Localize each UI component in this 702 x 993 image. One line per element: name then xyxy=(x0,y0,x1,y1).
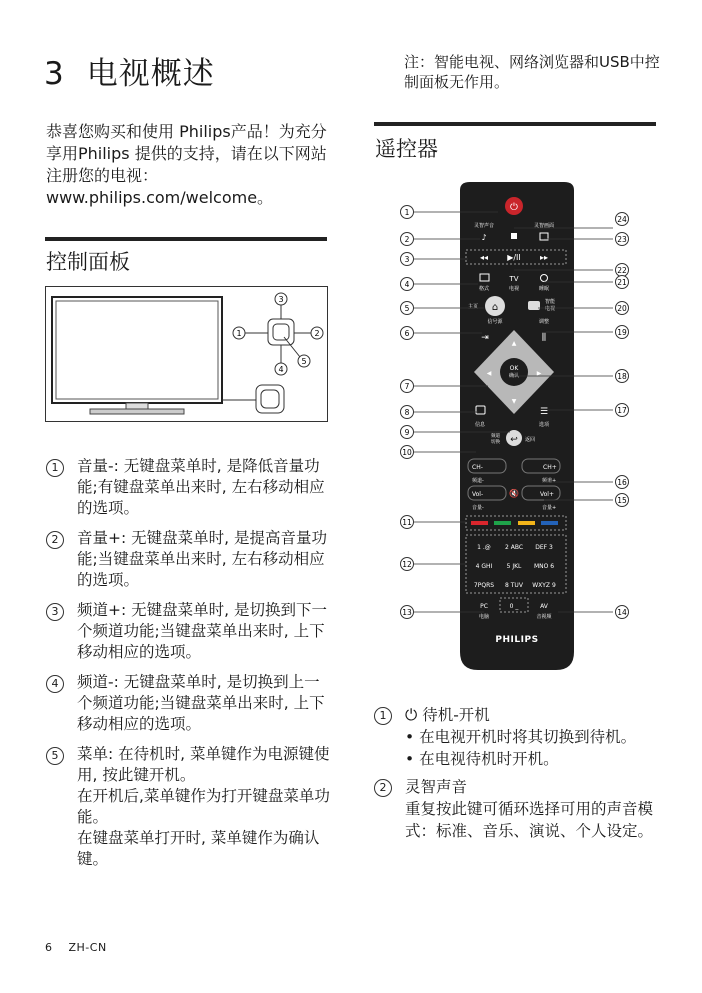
callout-number: 17 xyxy=(617,406,627,415)
blue-key[interactable] xyxy=(541,521,558,525)
keypad-key[interactable]: DEF 3 xyxy=(535,544,553,551)
chapter-name: 电视概述 xyxy=(86,56,215,92)
callout-number: 9 xyxy=(404,428,410,437)
callout-number: 24 xyxy=(617,215,627,224)
callout-number: 1 xyxy=(404,208,410,217)
tv-diagram xyxy=(45,286,328,422)
intro-paragraph: 恭喜您购买和使用 Philips产品！为充分享用Philips 提供的支持，请在以下网站注册您的电视：www.philips.com/welcome。 xyxy=(46,122,327,207)
vol-minus-cn: 音量- xyxy=(472,505,484,511)
left-arrow-icon: ◀ xyxy=(486,370,492,377)
toggle-label-2: 切换 xyxy=(491,440,500,445)
zero-key[interactable]: 0 _ xyxy=(509,603,519,610)
control-panel-heading: 控制面板 xyxy=(46,250,130,274)
ch-minus-label: CH- xyxy=(472,464,483,471)
ok-button[interactable] xyxy=(500,358,528,386)
callout-number: 4 xyxy=(404,280,410,289)
item-line: • 在电视待机时开机。 xyxy=(405,750,559,768)
callout-number: 20 xyxy=(617,304,627,313)
adjust-icon[interactable]: ⫼ xyxy=(541,333,547,343)
callout-number: 8 xyxy=(404,408,410,417)
callout-number: 14 xyxy=(617,608,627,617)
power-icon: ⏻ xyxy=(510,202,518,213)
toggle-label: 频道 xyxy=(491,434,500,439)
down-arrow-icon: ▼ xyxy=(511,398,517,405)
ch-plus-cn: 频道+ xyxy=(542,478,557,484)
keypad-key[interactable]: 2 ABC xyxy=(504,544,524,551)
keypad xyxy=(474,544,556,589)
options-label: 选项 xyxy=(538,422,550,428)
home-label: 主页 xyxy=(467,304,478,310)
music-icon[interactable]: ♪ xyxy=(481,233,487,242)
smart-tv-label: 智能 xyxy=(545,299,556,305)
panel-callout-5: 5 xyxy=(301,357,307,366)
callout-number: 7 xyxy=(404,382,410,391)
forward-icon[interactable]: ▸▸ xyxy=(539,253,549,262)
pc-label: 电脑 xyxy=(478,614,490,620)
list-item: 1 音量-: 无键盘菜单时, 是降低音量功能;有键盘菜单出来时, 左右移动相应的选项。 xyxy=(46,456,331,519)
tv-button[interactable]: TV xyxy=(509,275,519,283)
adjust-label: 调整 xyxy=(538,319,550,325)
callout-number: 2 xyxy=(404,235,410,244)
callout-number: 21 xyxy=(617,278,627,287)
tv-illustration xyxy=(46,287,327,421)
ch-minus-cn: 频道- xyxy=(472,478,484,484)
callout-number: 16 xyxy=(617,478,627,487)
mute-icon[interactable]: 🔇 xyxy=(509,489,519,498)
chapter-title xyxy=(44,48,215,93)
info-label: 信息 xyxy=(474,422,486,428)
up-arrow-icon: ▲ xyxy=(511,340,517,347)
callout-number: 10 xyxy=(402,448,412,457)
item-line: • 在电视开机时将其切换到待机。 xyxy=(405,728,637,746)
ch-plus-label: CH+ xyxy=(543,464,557,471)
item-line: 重复按此键可循环选择可用的声音模式：标准、音乐、演说、个人设定。 xyxy=(405,800,654,840)
format-label: 格式 xyxy=(478,286,490,292)
yellow-key[interactable] xyxy=(518,521,535,525)
callout-number: 5 xyxy=(404,304,410,313)
note-text: 注：智能电视、网络浏览器和USB中控制面板无作用。 xyxy=(404,53,660,91)
vol-minus-label: Vol- xyxy=(472,491,484,498)
keypad-key[interactable]: 1 .@ xyxy=(477,544,491,551)
keypad-key[interactable]: 8 TUV xyxy=(505,582,523,589)
item-title: 灵智声音 xyxy=(405,778,468,796)
vol-plus-cn: 音量+ xyxy=(542,505,557,511)
green-key[interactable] xyxy=(494,521,511,525)
stop-button[interactable] xyxy=(511,233,517,239)
right-arrow-icon: ▶ xyxy=(536,370,542,377)
source-icon[interactable]: ⇥ xyxy=(481,333,489,343)
smart-tv-label-2: 电视 xyxy=(545,306,556,312)
callout-number: 3 xyxy=(404,255,410,264)
keypad-key[interactable]: 5 JKL xyxy=(506,563,522,570)
options-icon[interactable]: ☰ xyxy=(539,407,549,417)
red-key[interactable] xyxy=(471,521,488,525)
callout-number: 11 xyxy=(402,518,412,527)
remote-list xyxy=(374,704,659,842)
callout-number: 19 xyxy=(617,328,627,337)
av-label: 音视频 xyxy=(536,614,552,620)
play-pause-icon[interactable]: ▶/II xyxy=(507,253,521,262)
panel-callout-4: 4 xyxy=(278,365,284,374)
back-label: 返回 xyxy=(525,437,536,443)
sleep-label: 睡眠 xyxy=(538,286,550,292)
smart-sound-label: 灵智声音 xyxy=(473,223,495,229)
callout-number: 6 xyxy=(404,329,410,338)
vol-plus-label: Vol+ xyxy=(540,491,555,498)
list-item: 2 音量+: 无键盘菜单时, 是提高音量功能;当键盘菜单出来时, 左右移动相应的选项。 xyxy=(46,528,331,591)
section-rule xyxy=(374,122,656,126)
callout-number: 22 xyxy=(617,266,627,275)
list-item: 4 频道-: 无键盘菜单时, 是切换到上一个频道功能;当键盘菜单出来时, 上下移动相应的选项。 xyxy=(46,672,331,735)
ok-label: OK xyxy=(509,365,519,372)
smart-picture-label: 灵智画面 xyxy=(533,223,555,229)
callout-number: 23 xyxy=(617,235,627,244)
list-item: 2 灵智声音 重复按此键可循环选择可用的声音模式：标准、音乐、演说、个人设定。 xyxy=(374,776,659,842)
section-rule xyxy=(45,237,327,241)
ok-label-cn: 确认 xyxy=(508,373,520,379)
back-icon: ↩ xyxy=(510,435,518,445)
control-panel-list xyxy=(46,456,331,879)
callout-number: 13 xyxy=(402,608,412,617)
keypad-key[interactable]: WXYZ 9 xyxy=(532,582,556,589)
list-item: 3 频道+: 无键盘菜单时, 是切换到下一个频道功能;当键盘菜单出来时, 上下移动相应的选项。 xyxy=(46,600,331,663)
list-item: 5 菜单: 在待机时, 菜单键作为电源键使用, 按此键开机。 在开机后,菜单键作为打开键盘菜单功能。 在键盘菜单打开时, 菜单键作为确认键。 xyxy=(46,744,331,870)
brand-logo: PHILIPS xyxy=(495,635,539,645)
av-key[interactable]: AV xyxy=(540,603,548,610)
list-item: 1 ⏻ 待机-开机 • 在电视开机时将其切换到待机。 • 在电视待机时开机。 xyxy=(374,704,659,770)
item-title: 待机-开机 xyxy=(422,706,490,724)
home-icon: ⌂ xyxy=(491,302,499,313)
panel-callout-3: 3 xyxy=(278,295,284,304)
callout-number: 18 xyxy=(617,372,627,381)
keypad-key[interactable]: 7PQRS xyxy=(473,582,495,589)
chapter-number: 3 xyxy=(44,56,65,92)
smart-tv-button[interactable] xyxy=(528,301,540,310)
pc-key[interactable]: PC xyxy=(480,603,488,610)
page-footer xyxy=(45,941,107,954)
remote-diagram xyxy=(398,182,638,672)
rewind-icon[interactable]: ◂◂ xyxy=(479,253,489,262)
page-number: 6 xyxy=(45,941,53,954)
callout-number: 12 xyxy=(402,560,412,569)
language-code: ZH-CN xyxy=(68,941,107,954)
remote-heading: 遥控器 xyxy=(375,137,438,161)
tv-label: 电视 xyxy=(508,286,520,292)
remote-svg xyxy=(398,182,638,672)
panel-callout-2: 2 xyxy=(314,329,320,338)
keypad-key[interactable]: MNO 6 xyxy=(533,563,555,570)
standby-icon: ⏻ xyxy=(405,706,423,724)
panel-callout-1: 1 xyxy=(236,329,242,338)
keypad-key[interactable]: 4 GHI xyxy=(475,563,493,570)
callout-number: 15 xyxy=(617,496,627,505)
source-label: 信号源 xyxy=(487,319,503,325)
